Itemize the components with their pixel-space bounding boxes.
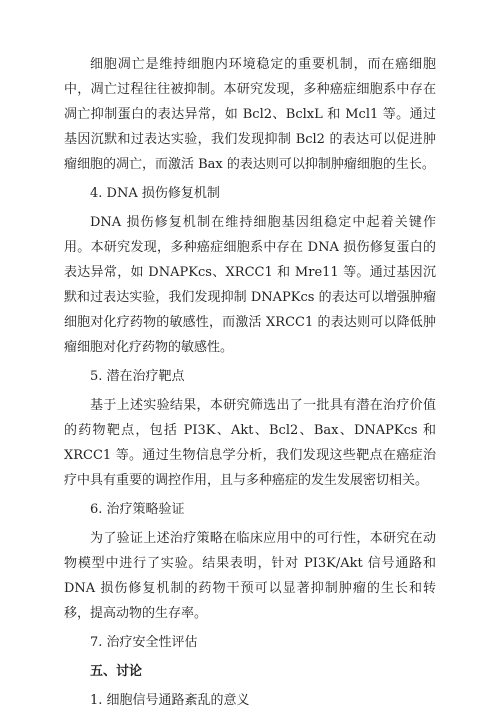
heading-safety-evaluation: 7. 治疗安全性评估 bbox=[90, 635, 198, 650]
paragraph-dna-repair: DNA 损伤修复机制在维持细胞基因组稳定中起着关键作用。本研究发现，多种癌症细胞系中存在 DNA 损伤修复蛋白的表达异常，如 DNAPKcs、XRCC1 和 Mre11 等。通过基因沉默和过表达实验，我们发现抑制 DNAPKcs 的表达可以增强肿瘤细胞对化疗药物的敏感性，而激活 XRCC1 的表达则可以降低肿瘤细胞对化疗药物的敏感性。 bbox=[64, 215, 436, 355]
paragraph-strategy-validation: 为了验证上述治疗策略在临床应用中的可行性，本研究在动物模型中进行了实验。结果表明，针对 PI3K/Akt 信号通路和 DNA 损伤修复机制的药物干预可以显著抑制肿瘤的生长和转移，提高动物的生存率。 bbox=[64, 531, 436, 621]
paragraph-apoptosis: 细胞凋亡是维持细胞内环境稳定的重要机制，而在癌细胞中，凋亡过程往往被抑制。本研究发现，多种癌症细胞系中存在凋亡抑制蛋白的表达异常，如 Bcl2、BclxL 和 Mcl1 等。通过基因沉默和过表达实验，我们发现抑制 Bcl2 的表达可以促进肿瘤细胞的凋亡，而激活 Bax 的表达则可以抑制肿瘤细胞的生长。 bbox=[64, 57, 436, 172]
section-title-discussion: 五、讨论 bbox=[90, 664, 143, 679]
heading-strategy-validation: 6. 治疗策略验证 bbox=[90, 502, 185, 517]
heading-targets: 5. 潜在治疗靶点 bbox=[90, 369, 185, 384]
paragraph-targets: 基于上述实验结果，本研究筛选出了一批具有潜在治疗价值的药物靶点，包括 PI3K、Akt、Bcl2、Bax、DNAPKcs 和 XRCC1 等。通过生物信息学分析，我们发现这些靶点在癌症治疗中具有重要的调控作用，且与多种癌症的发生发展密切相关。 bbox=[64, 398, 436, 488]
heading-dna-repair: 4. DNA 损伤修复机制 bbox=[90, 186, 220, 201]
heading-signaling-significance: 1. 细胞信号通路紊乱的意义 bbox=[90, 693, 250, 708]
